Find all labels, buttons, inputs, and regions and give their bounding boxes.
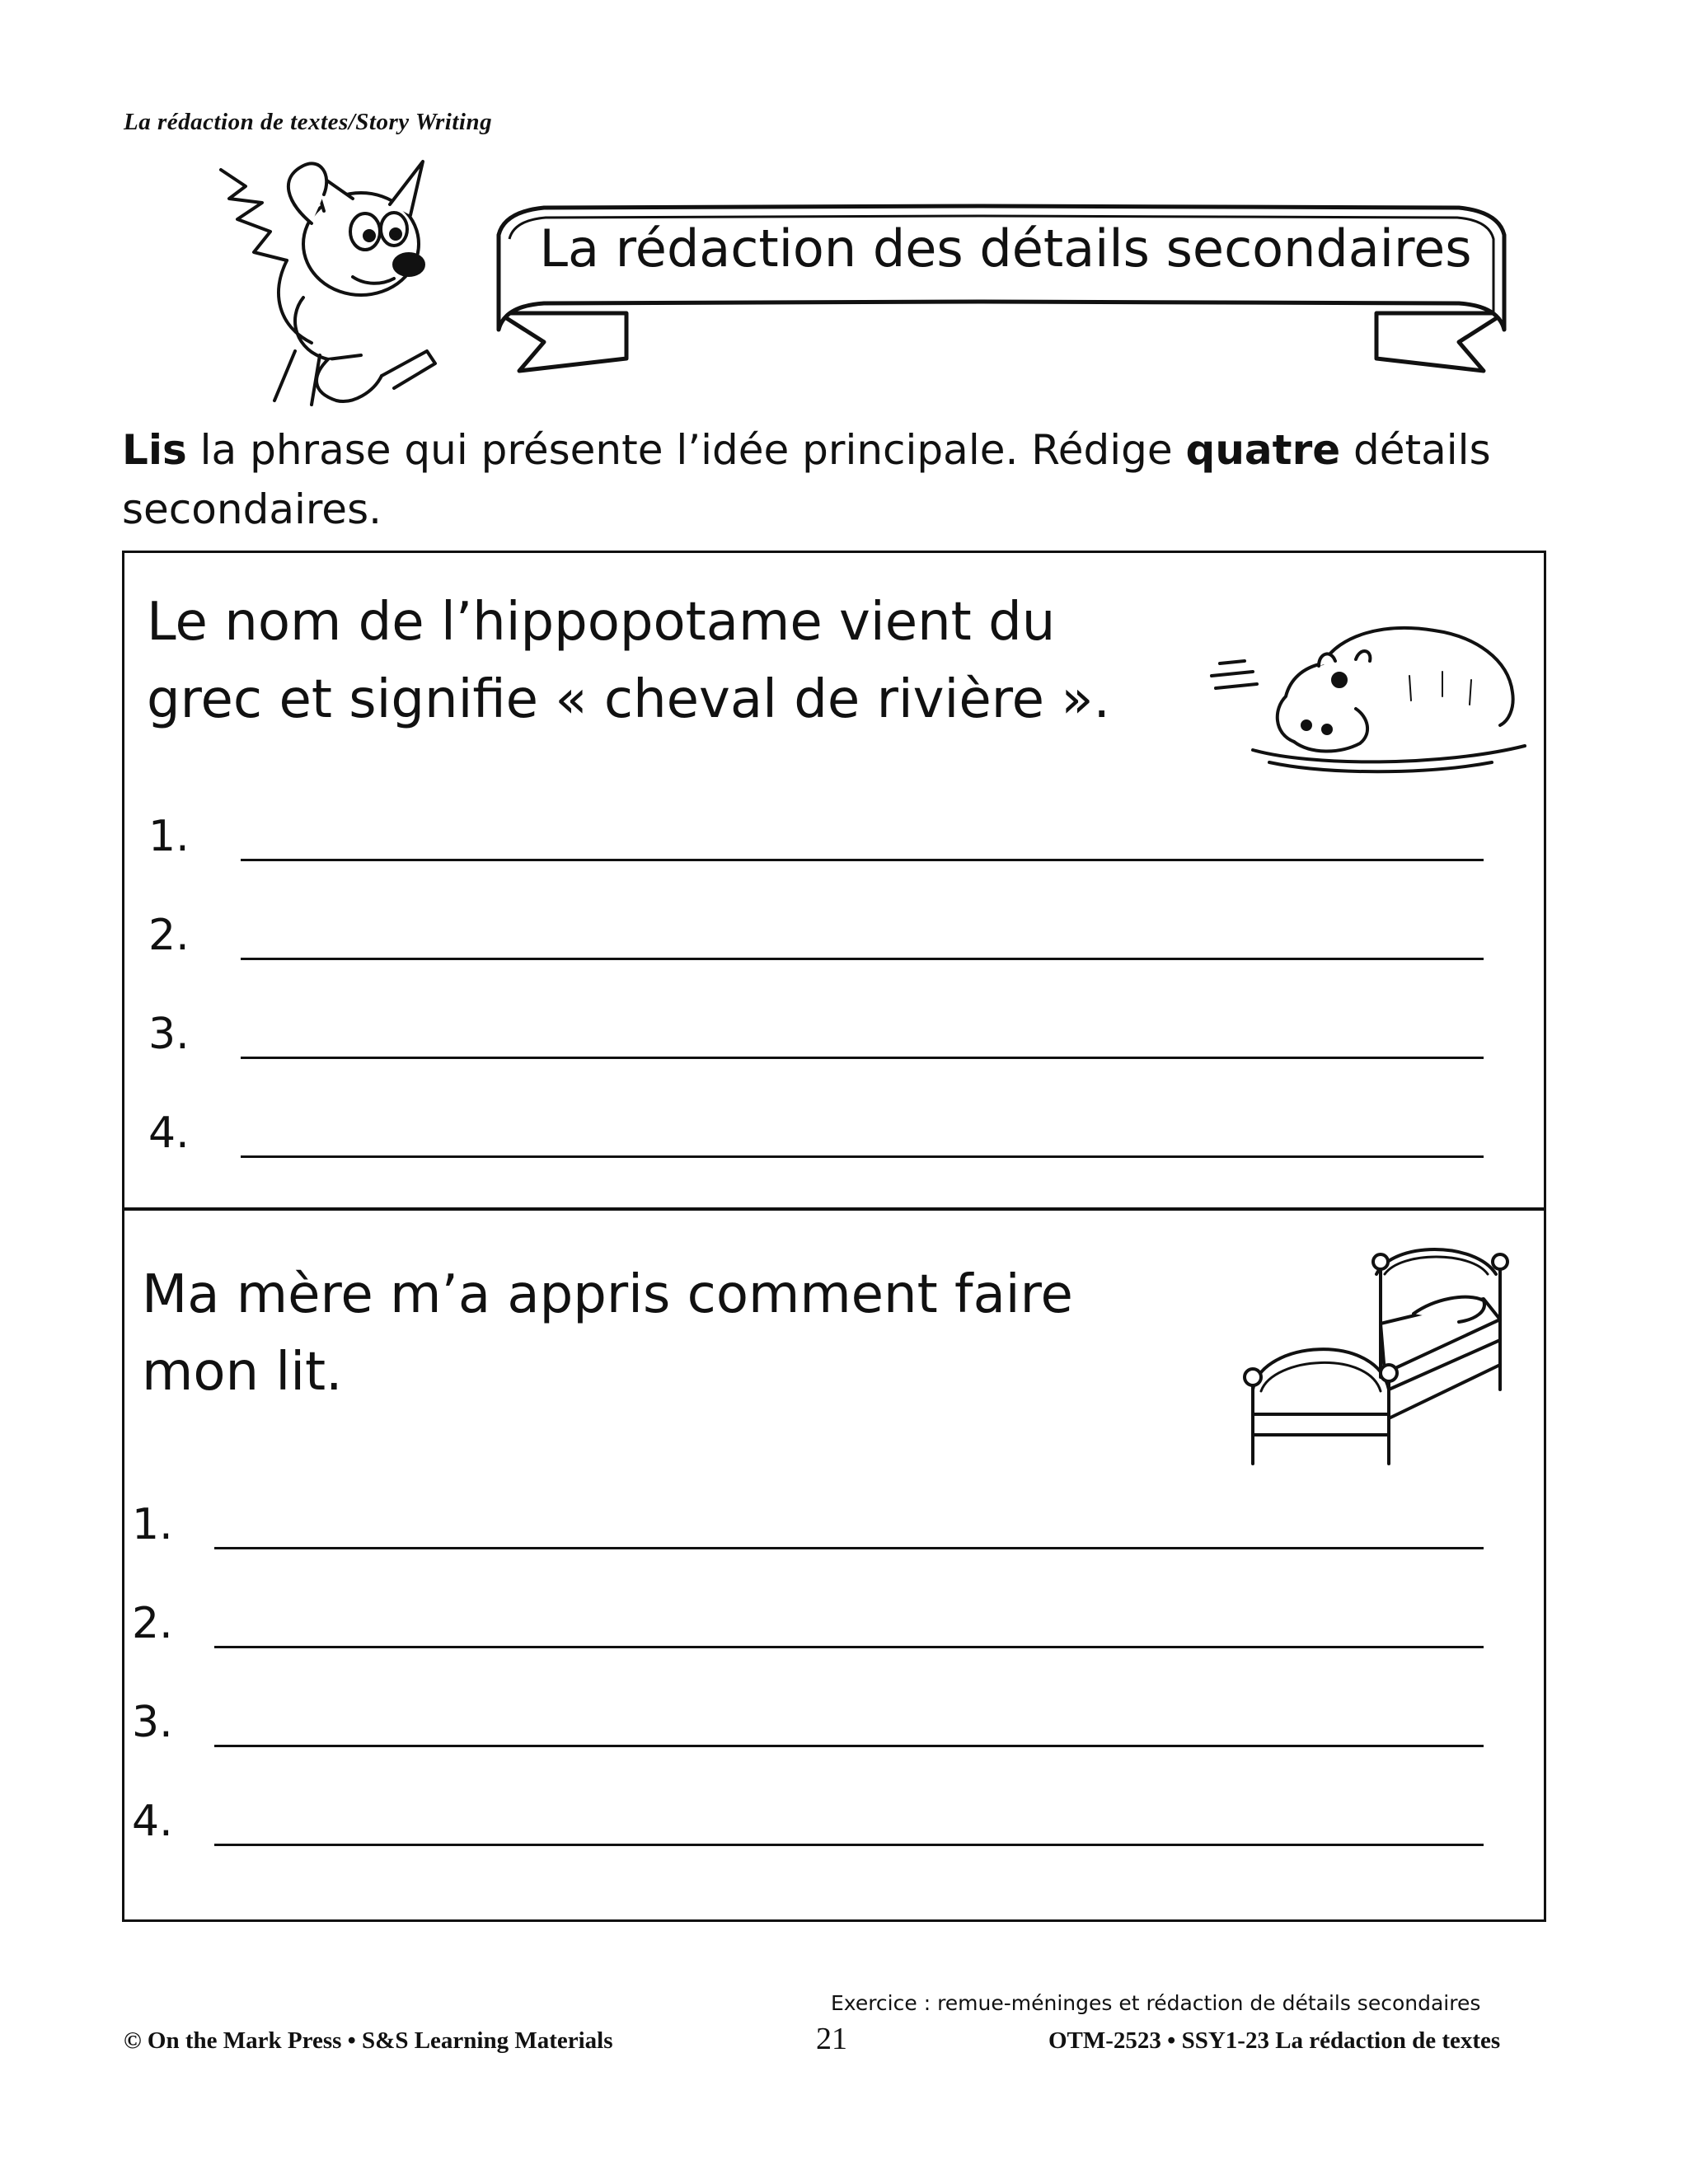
hippopotamus-icon xyxy=(1195,602,1541,775)
exercise-1-lines xyxy=(148,808,1484,1162)
page-title: La rédaction des détails secondaires xyxy=(539,218,1472,279)
page-number: 21 xyxy=(816,2022,847,2056)
answer-line-row xyxy=(132,1694,1484,1751)
answer-line-row xyxy=(132,1793,1484,1850)
bed-icon xyxy=(1236,1241,1517,1472)
line-number: 1. xyxy=(148,812,190,861)
answer-line-row xyxy=(148,907,1484,964)
exercise-2-lines xyxy=(132,1496,1484,1850)
line-number: 3. xyxy=(148,1010,190,1059)
instructions-quatre: quatre xyxy=(1185,426,1341,474)
answer-line[interactable] xyxy=(241,1155,1484,1158)
exercise-2-prompt: Ma mère m’a appris comment faire mon lit. xyxy=(142,1264,1073,1403)
line-number: 1. xyxy=(132,1500,173,1549)
answer-line[interactable] xyxy=(241,859,1484,861)
answer-line-row xyxy=(132,1595,1484,1652)
line-number: 2. xyxy=(132,1599,173,1648)
footer-code: OTM-2523 • SSY1-23 La rédaction de textes xyxy=(1048,2027,1501,2054)
line-number: 4. xyxy=(148,1108,190,1158)
answer-line-row xyxy=(148,1104,1484,1162)
instructions xyxy=(122,420,1573,539)
instructions-lis: Lis xyxy=(122,426,187,474)
line-number: 2. xyxy=(148,911,190,960)
answer-line[interactable] xyxy=(214,1745,1484,1747)
line-number: 4. xyxy=(132,1797,173,1846)
answer-line[interactable] xyxy=(241,958,1484,960)
fox-mascot-icon xyxy=(188,153,452,409)
exercise-1-prompt: Le nom de l’hippopotame vient du grec et signifie « cheval de rivière ». xyxy=(147,592,1110,730)
line-number: 3. xyxy=(132,1698,173,1747)
answer-line[interactable] xyxy=(241,1057,1484,1059)
footer-copyright: © On the Mark Press • S&S Learning Materials xyxy=(124,2027,613,2054)
answer-line[interactable] xyxy=(214,1844,1484,1846)
answer-line-row xyxy=(148,808,1484,865)
instructions-part2: détails secondaires. xyxy=(122,426,1491,533)
answer-line[interactable] xyxy=(214,1547,1484,1549)
answer-line[interactable] xyxy=(214,1646,1484,1648)
answer-line-row xyxy=(132,1496,1484,1554)
instructions-part1: la phrase qui présente l’idée principale. Rédige xyxy=(186,426,1186,474)
footer-exercise-note: Exercice : remue-méninges et rédaction de détails secondaires xyxy=(831,1991,1481,2015)
running-head: La rédaction de textes/Story Writing xyxy=(124,109,493,135)
answer-line-row xyxy=(148,1005,1484,1063)
